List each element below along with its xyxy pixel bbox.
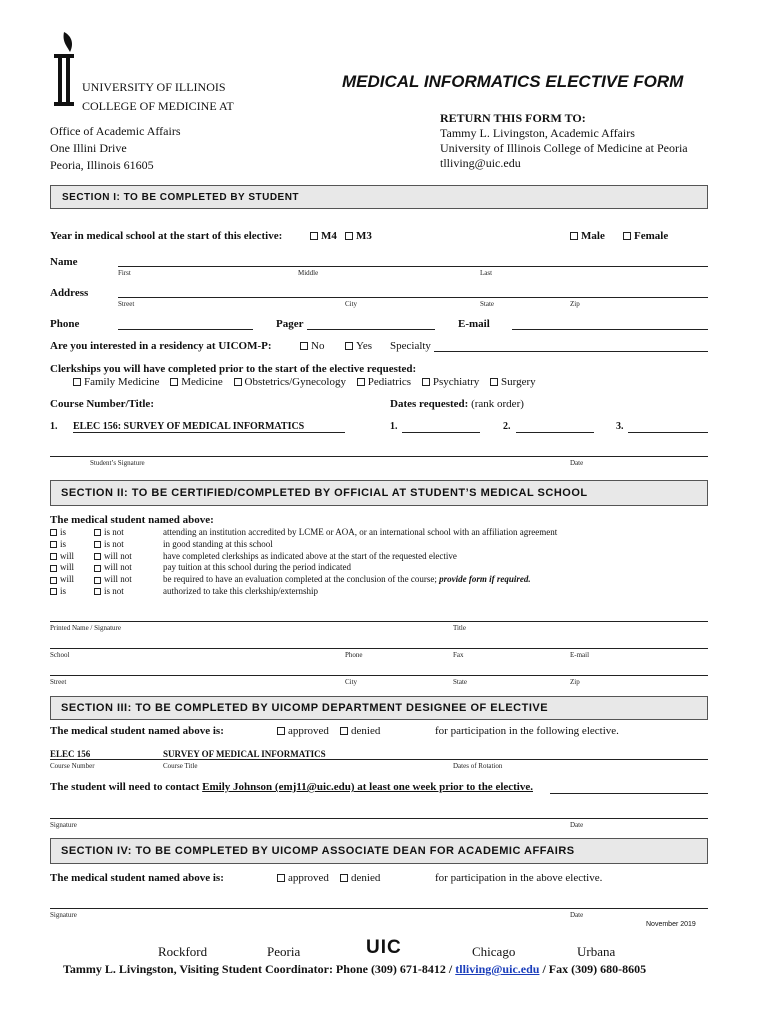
uic-logo — [50, 30, 78, 110]
checkbox-icon — [94, 588, 101, 595]
return-line: University of Illinois College of Medicine at Peoria — [440, 141, 688, 155]
university-name: UNIVERSITY OF ILLINOIS — [82, 80, 226, 94]
course-number-1: 1. — [50, 421, 58, 432]
female-checkbox[interactable] — [623, 230, 668, 242]
approved-label: approved — [288, 872, 329, 884]
checkbox-icon — [50, 541, 57, 548]
checkbox-icon — [623, 232, 631, 240]
course-title-caption: Course Title — [163, 762, 198, 770]
cert-row — [50, 574, 700, 586]
cert-option-a[interactable] — [50, 539, 66, 551]
checkbox-icon — [73, 378, 81, 386]
zip-caption: Zip — [570, 300, 580, 308]
form-version: November 2019 — [646, 921, 696, 928]
cert-option-label: is not — [104, 538, 124, 549]
m3-label: M3 — [356, 230, 372, 242]
checkbox-icon — [50, 565, 57, 572]
date-caption: Date — [570, 459, 584, 467]
zip-caption: Zip — [570, 678, 580, 686]
checkbox-icon — [277, 727, 285, 735]
clerkship-options — [73, 376, 536, 388]
section3-title: SECTION III: TO BE COMPLETED BY UICOMP DEPARTMENT DESIGNEE OF ELECTIVE — [61, 702, 549, 714]
clerkship-label: Medicine — [181, 376, 223, 388]
title-caption: Title — [453, 624, 466, 632]
date-caption: Date — [570, 911, 584, 919]
cert-option-label: is — [60, 527, 67, 537]
checkbox-icon — [300, 342, 308, 350]
name-field[interactable] — [118, 266, 708, 267]
clerkship-label: Surgery — [501, 376, 536, 388]
clerkship-medicine[interactable] — [170, 376, 223, 388]
college-name: COLLEGE OF MEDICINE AT — [82, 99, 234, 113]
cert-text: pay tuition at this school during the period indicated — [163, 562, 351, 573]
checkbox-icon — [50, 588, 57, 595]
dates-label: Dates requested: — [390, 398, 469, 410]
contact-instruction — [50, 781, 533, 793]
office-line: Peoria, Illinois 61605 — [50, 158, 154, 172]
section4-participation: for participation in the above elective. — [435, 872, 603, 884]
return-line: tlliving@uic.edu — [440, 156, 521, 170]
section3-named-above: The medical student named above is: — [50, 725, 224, 737]
section2-title: SECTION II: TO BE CERTIFIED/COMPLETED BY OFFICIAL AT STUDENT’S MEDICAL SCHOOL — [61, 487, 588, 499]
signature-caption: Signature — [50, 911, 77, 919]
campus-rockford: Rockford — [158, 944, 208, 959]
checkbox-icon — [345, 342, 353, 350]
cert-option-a[interactable] — [50, 562, 74, 574]
cert-option-b[interactable] — [94, 586, 124, 598]
uic-logo-icon — [50, 30, 78, 110]
school-caption: School — [50, 651, 70, 659]
cert-option-label: will not — [104, 574, 132, 585]
date3-field[interactable] — [628, 432, 708, 433]
clerkship-psychiatry[interactable] — [422, 376, 479, 388]
clerkship-label: Family Medicine — [84, 376, 160, 388]
m3-checkbox[interactable] — [345, 230, 372, 242]
section4-title: SECTION IV: TO BE COMPLETED BY UICOMP ASSOCIATE DEAN FOR ACADEMIC AFFAIRS — [61, 845, 575, 857]
m4-label: M4 — [321, 230, 337, 242]
course-number-value: ELEC 156 — [50, 749, 91, 759]
fax-caption: Fax — [453, 651, 464, 659]
cert-row — [50, 586, 700, 598]
checkbox-icon — [340, 874, 348, 882]
address-label: Address — [50, 287, 89, 299]
cert-option-label: is not — [104, 585, 124, 596]
campus-urbana: Urbana — [577, 944, 616, 959]
section4-signature-field[interactable] — [50, 908, 708, 909]
checkbox-icon — [94, 577, 101, 584]
form-title: MEDICAL INFORMATICS ELECTIVE FORM — [342, 72, 684, 91]
cert-option-b[interactable] — [94, 539, 124, 551]
email-caption: E-mail — [570, 651, 590, 659]
cert-option-label: is — [60, 538, 67, 549]
phone-field[interactable] — [118, 329, 253, 330]
clerkship-family-medicine[interactable] — [73, 376, 159, 388]
return-line: Tammy L. Livingston, Academic Affairs — [440, 126, 635, 140]
checkbox-icon — [570, 232, 578, 240]
state-caption: State — [453, 678, 467, 686]
residency-question: Are you interested in a residency at UICOM-P: — [50, 340, 272, 352]
email-field[interactable] — [512, 329, 708, 330]
cert-text-container — [163, 574, 531, 586]
footer-contact — [63, 962, 646, 977]
contact-prefix: The student will need to contact — [50, 781, 203, 793]
section3-signature-field[interactable] — [50, 818, 708, 819]
course-info-line — [50, 759, 708, 760]
footer-email-link[interactable]: tlliving@uic.edu — [455, 962, 540, 976]
student-signature-field[interactable] — [50, 456, 708, 457]
certification-list — [50, 527, 700, 598]
course-field[interactable] — [73, 432, 345, 433]
date3-label: 3. — [616, 421, 624, 432]
section1-title: SECTION I: TO BE COMPLETED BY STUDENT — [62, 192, 300, 203]
checkbox-icon — [50, 529, 57, 536]
cert-option-a[interactable] — [50, 586, 66, 598]
pager-field[interactable] — [307, 329, 435, 330]
rank-order: (rank order) — [471, 398, 524, 410]
return-to — [440, 111, 688, 171]
cert-text: attending an institution accredited by LCME or AOA, or an international school with an affiliation agreement — [163, 527, 558, 537]
male-label: Male — [581, 230, 605, 242]
checkbox-icon — [490, 378, 498, 386]
phone-label: Phone — [50, 318, 80, 330]
cert-option-a[interactable] — [50, 527, 66, 539]
email-label: E-mail — [458, 318, 490, 330]
cert-option-a[interactable] — [50, 551, 74, 563]
cert-row — [50, 527, 700, 539]
checkbox-icon — [277, 874, 285, 882]
specialty-label: Specialty — [390, 340, 431, 352]
phone-caption: Phone — [345, 651, 363, 659]
clerkships-question: Clerkships you will have completed prior to the start of the elective requested: — [50, 363, 417, 375]
footer-contact-suffix: / Fax (309) 680-8605 — [539, 962, 647, 976]
section4-named-above: The medical student named above is: — [50, 872, 224, 884]
female-label: Female — [634, 230, 669, 242]
office-line: Office of Academic Affairs — [50, 124, 181, 138]
cert-row — [50, 539, 700, 551]
checkbox-icon — [234, 378, 242, 386]
cert-row — [50, 562, 700, 574]
approved-label: approved — [288, 725, 329, 737]
clerkship-label: Pediatrics — [367, 376, 412, 388]
printed-name-caption: Printed Name / Signature — [50, 624, 121, 632]
cert-text: in good standing at this school — [163, 538, 273, 549]
cert-option-b[interactable] — [94, 551, 132, 563]
section3-denied-checkbox[interactable] — [340, 725, 380, 737]
no-label: No — [311, 340, 325, 352]
section3-approved-checkbox[interactable] — [277, 725, 329, 737]
clerkship-surgery[interactable] — [490, 376, 536, 388]
course-number-caption: Course Number — [50, 762, 95, 770]
checkbox-icon — [94, 541, 101, 548]
city-caption: City — [345, 300, 358, 308]
date1-label: 1. — [390, 421, 398, 432]
cert-option-label: will — [60, 550, 75, 561]
address-field[interactable] — [118, 297, 708, 298]
signature-caption: Signature — [50, 821, 77, 829]
checkbox-icon — [50, 553, 57, 560]
school-address-field[interactable] — [50, 675, 708, 676]
yes-label: Yes — [356, 340, 373, 352]
street-caption: Street — [50, 678, 67, 686]
cert-row — [50, 551, 700, 563]
cert-text: be required to have an evaluation completed at the conclusion of the course; — [163, 574, 440, 585]
checkbox-icon — [94, 553, 101, 560]
denied-label: denied — [351, 872, 381, 884]
course-title-value: SURVEY OF MEDICAL INFORMATICS — [163, 749, 326, 759]
checkbox-icon — [357, 378, 365, 386]
name-label: Name — [50, 256, 78, 268]
cert-option-label: will — [60, 574, 75, 585]
cert-option-b[interactable] — [94, 562, 132, 574]
provide-form-note: provide form if required. — [439, 574, 531, 585]
uic-wordmark: UIC — [366, 937, 402, 958]
checkbox-icon — [422, 378, 430, 386]
dates-requested — [390, 398, 524, 410]
date1-field[interactable] — [402, 432, 480, 433]
cert-text: have completed clerkships as indicated above at the start of the requested elective — [163, 550, 457, 561]
residency-no-checkbox[interactable] — [300, 340, 324, 352]
first-caption: First — [118, 269, 131, 277]
denied-label: denied — [351, 725, 381, 737]
clerkship-label: Psychiatry — [432, 376, 480, 388]
cert-option-label: will — [60, 562, 75, 573]
checkbox-icon — [170, 378, 178, 386]
date-caption: Date — [570, 821, 584, 829]
clerkship-pediatrics[interactable] — [357, 376, 411, 388]
pager-label: Pager — [276, 318, 304, 330]
cert-option-label: is not — [104, 527, 124, 537]
city-caption: City — [345, 678, 358, 686]
cert-option-b[interactable] — [94, 527, 124, 539]
footer-contact-prefix: Tammy L. Livingston, Visiting Student Coordinator: Phone (309) 671-8412 / — [63, 962, 456, 976]
campus-chicago: Chicago — [472, 944, 516, 959]
checkbox-icon — [310, 232, 318, 240]
clerkship-obgyn[interactable] — [234, 376, 346, 388]
course-value: ELEC 156: SURVEY OF MEDICAL INFORMATICS — [73, 421, 305, 432]
printed-name-field[interactable] — [50, 621, 708, 622]
checkbox-icon — [50, 577, 57, 584]
campus-peoria: Peoria — [267, 944, 301, 959]
male-checkbox[interactable] — [570, 230, 605, 242]
m4-checkbox[interactable] — [310, 230, 337, 242]
middle-caption: Middle — [298, 269, 319, 277]
specialty-field[interactable] — [434, 351, 708, 352]
last-caption: Last — [480, 269, 493, 277]
checkbox-icon — [94, 565, 101, 572]
residency-yes-checkbox[interactable] — [345, 340, 372, 352]
return-title: RETURN THIS FORM TO: — [440, 111, 586, 125]
office-address — [50, 123, 181, 174]
checkbox-icon — [340, 727, 348, 735]
student-signature-caption: Student’s Signature — [90, 459, 145, 467]
contact-link[interactable]: Emily Johnson (emj11@uic.edu) at least one week prior to the elective. — [202, 781, 533, 793]
date2-label: 2. — [503, 421, 511, 432]
section3-participation: for participation in the following elective. — [435, 725, 619, 737]
cert-option-label: is — [60, 585, 67, 596]
cert-option-a[interactable] — [50, 574, 74, 586]
clerkship-label: Obstetrics/Gynecology — [244, 376, 346, 388]
course-label: Course Number/Title: — [50, 398, 154, 410]
school-field[interactable] — [50, 648, 708, 649]
dates-rotation-caption: Dates of Rotation — [453, 762, 503, 770]
section2-named-above: The medical student named above: — [50, 514, 214, 526]
cert-text: authorized to take this clerkship/externship — [163, 585, 318, 596]
state-caption: State — [480, 300, 494, 308]
contact-line — [550, 793, 708, 794]
section4-approved-checkbox[interactable] — [277, 872, 329, 884]
checkbox-icon — [94, 529, 101, 536]
year-label: Year in medical school at the start of this elective: — [50, 230, 283, 242]
cert-option-label: will not — [104, 550, 132, 561]
date2-field[interactable] — [516, 432, 594, 433]
cert-option-b[interactable] — [94, 574, 132, 586]
section4-denied-checkbox[interactable] — [340, 872, 380, 884]
checkbox-icon — [345, 232, 353, 240]
street-caption: Street — [118, 300, 135, 308]
office-line: One Illini Drive — [50, 141, 127, 155]
cert-option-label: will not — [104, 562, 132, 573]
